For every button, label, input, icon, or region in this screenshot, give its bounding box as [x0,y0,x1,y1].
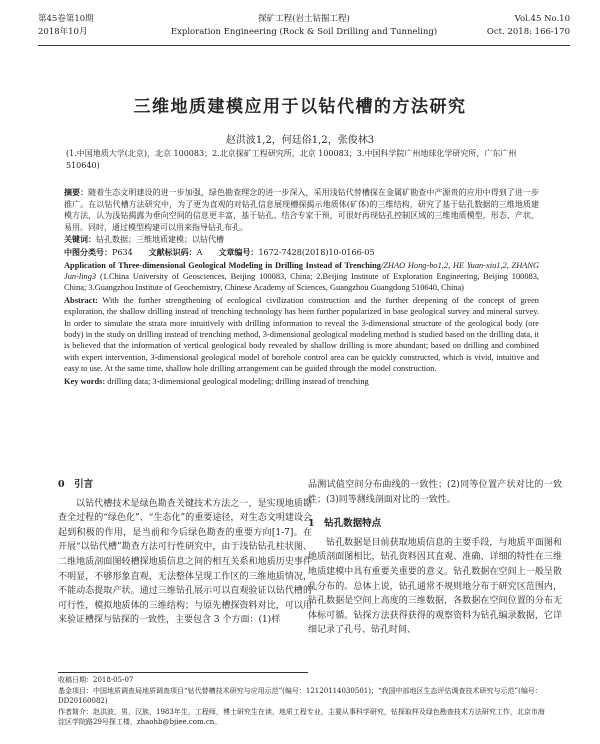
date-en: Oct. 2018: 166-170 [486,27,570,37]
keywords-cn-label: 关键词： [64,234,96,245]
article-title: 三维地质建模应用于以钻代槽的方法研究 [133,97,467,117]
abstract-cn [64,187,539,233]
abstract-en-affiliation: (1.China University of Geosciences, Beijing 100083, China; 2.Beijing Institute of Exploration Engineering, Beijing 100083, China; 3.Guangzhou Institute of Geochemistry, Chinese Academy of Sciences, Guangzhou Guangdong 510640, China) [64,271,540,293]
body-column-right [308,478,562,638]
keywords-cn-text: 钻孔数据；三维地质建模；以钻代槽 [96,235,224,245]
clc-label: 中图分类号： [64,246,112,257]
doc-value: A [196,247,203,257]
keywords-en-text: drilling data; 3-dimensional geological modeling; drilling instead of trenching [107,376,369,386]
header-right [487,13,570,39]
article-label: 文章编号： [218,246,259,257]
footnote-author-info: 作者简介：赵洪波，男，汉族，1983年生，工程师，博士研究生在读，地质工程专业，主要从事科学研究，钻探取样及绿色勘查技术方法研究工作，北京市海淀区学院路29号探工楼，zhaohb@bjiee.com.cn。 [58,707,545,726]
author-affiliation: (1.中国地质大学(北京)，北京 100083；2.北京探矿工程研究所，北京 100083；3.中国科学院广州地球化学研究所，广东广州 510640) [66,149,517,170]
keywords-en [64,376,539,387]
date-cn: 2018年10月 [38,27,88,37]
abstract-cn-text: 随着生态文明建设的进一步加强，绿色勘查理念的进一步深入，采用浅钻代替槽探在金属矿勘查中产源贵的应用中得到了进一步推广。在以钻代槽方法研究中，为了更为直观的对钻孔信息展现槽探揭示地质体(矿体)的三维结构，研究了基于钻孔数据的三维地质建模方法，认为浅钻揭露为垂向空间的信息更丰富，基于钻孔、结合专家干预，可很好再现钻孔控制区域的三维地质模型，形态、产状、易用。同时，通过模型构建可以用来指导钻孔布孔。 [64,188,539,232]
keywords-en-label: Key words: [64,376,106,386]
page-header [38,12,570,46]
footnote-fund: 基金项目：中国地质调查局地质调查项目“钻代替槽技术研究与应用示范”(编号：12120114030501)；“我国中部地区生态评估调查技术研究与示范”(编号：DD20160082) [58,686,542,705]
abstract-cn-label: 摘要： [64,187,89,197]
abstract-en-heading [64,260,539,294]
footnotes [58,672,548,728]
article-value: 1672-7428(2018)10-0166-05 [258,247,375,257]
abstract-en-authors: /ZHAO Hong-bo1,2, HE Yuan-xiu1,2, ZHANG Jun-ling3 [64,260,540,281]
clc-value: P634 [112,247,133,257]
abstract-en-label: Abstract: [64,295,98,305]
volume-cn: 第45卷第10期 [38,14,94,24]
footnote-divider [58,672,308,673]
volume-en: Vol.45 No.10 [514,14,570,24]
keywords-cn [64,234,539,246]
journal-cn: 探矿工程(岩土钻掘工程) [258,14,350,24]
article-authors: 赵洪波1,2，何廷俗1,2，张俊林3 [225,135,375,146]
classification-line [64,247,539,259]
journal-en: Exploration Engineering (Rock & Soil Drilling and Tunneling) [170,27,438,37]
abstract-block [64,187,539,388]
section-heading-intro: 0 引言 [58,479,94,490]
borehole-paragraph: 钻孔数据是目前获取地质信息的主要手段，与地质平面图和地质剖面图相比，钻孔资料因其直观、准确、详细的特性在三维地质建模中具有重要关重要的意义。钻孔数据在空间上一般呈散乱分布的。总体上说，钻孔通常不规则地分布于研究区范围内，钻孔数据是空间上高度的三维数据，各数据在空间位置的分布无体标可循。钻探方法获得获得的观察资料为钻孔编录数据，它详细记录了孔号、钻孔时间、 [308,537,562,636]
abstract-en-text: With the further strengthening of ecological civilization construction and the further deepening of the concept of green exploration, the shallow drilling instead of trenching technology has been further popularized in base geological survey and mineral survey. In order to simulate the strata more intuitively with drilling information to reveal the 3-dimensional structure of the geological body (ore body) in the study on drilling instead of trenching method, 3-dimensional geological modeling method is studied based on the drilling data, it is believed that the information of vertical geological body revealed by shallow drilling is more abundant; based on drilling and combined with expert intervention, 3-dimensional geological model of borehole control area can be quickly constructed, which is vivid, intuitive and easy to use. At the same time, shallow hole drilling arrangement can be guided through the model construction. [64,295,539,374]
intro-paragraph: 以钻代槽技术是绿色勘查关键技术方法之一，是实现地质勘查全过程的“绿色化”、“生态化”的重要途径，对生态文明建设会起到积极的作用，是当前和今后绿色勘查的重要方向[1-7]。在开展“以钻代槽”勘查方法可行性研究中，由于浅钻钻孔柱状图、二维地质剖面图较槽探地质信息之间的相互关系和地质历史事件不明显，不够形象直观，无法整体呈现工作区的三维地质情况，不能动态提取产状。通过三维钻孔展示可以直观验证以钻代槽的可行性，模拟地质体的三维结构；与原先槽探资料对比，可以用来验证槽探与钻探的一致性，主要包含 3 个方面：(1)样 [58,498,312,626]
intro-continuation: 品测试值空间分布曲线的一致性；(2)同等位置产状对比的一致性；(3)同等测线剖面对比的一致性。 [308,480,562,505]
section-heading-borehole: 1 钻孔数据特点 [308,518,382,530]
footnote-received: 收稿日期：2018-05-07 [58,676,134,684]
body-column-left [58,478,312,628]
doc-label: 文献标识码： [148,246,197,257]
abstract-en [64,295,539,375]
abstract-en-title: Application of Three-dimensional Geological Modeling in Drilling Instead of Trenching [64,260,381,270]
